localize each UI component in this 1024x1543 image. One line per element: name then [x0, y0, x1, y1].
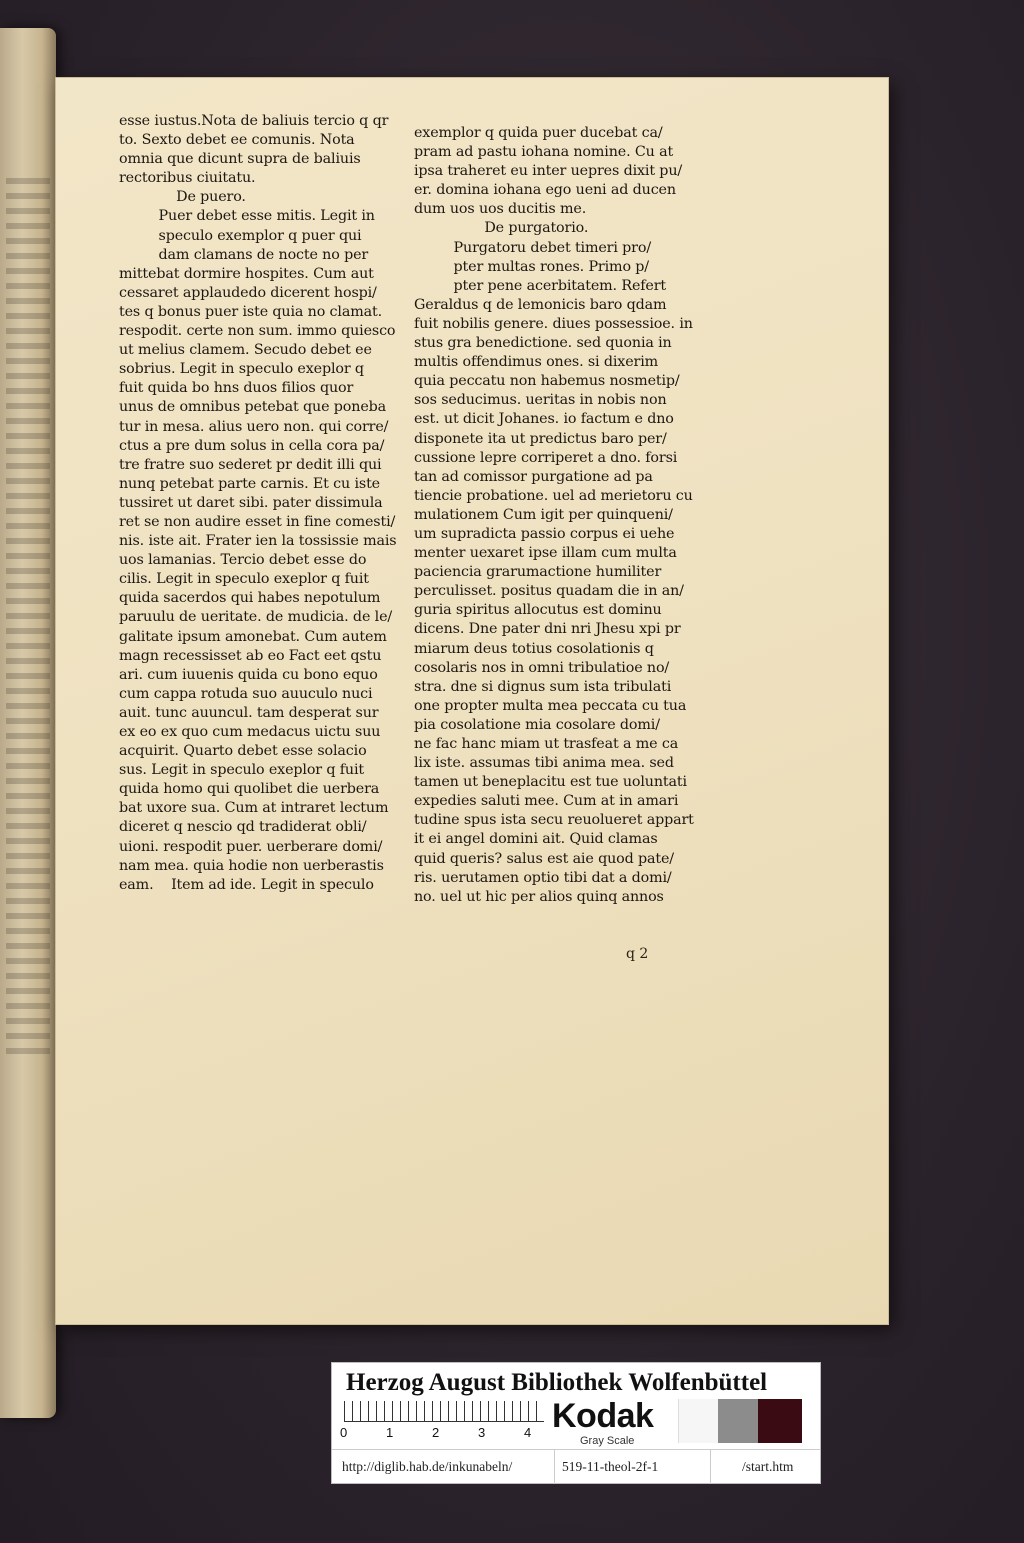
left-column-line: respodit. certe non sum. immo quiesco — [119, 323, 396, 340]
left-column-line: nis. iste ait. Frater ien la tossissie mais — [119, 533, 397, 550]
left-column-line: ctus a pre dum solus in cella cora pa/ — [119, 437, 385, 454]
left-text-column — [119, 112, 459, 895]
right-column-line: est. ut dicit Johanes. io factum e dno — [414, 411, 674, 428]
right-column-line: guria spiritus allocutus est dominu — [414, 602, 662, 619]
left-column-line: nunq petebat parte carnis. Et cu iste — [119, 475, 380, 492]
ruler-label: 2 — [432, 1425, 440, 1440]
card-footer — [332, 1449, 820, 1484]
swatch-dark — [758, 1399, 802, 1443]
digilib-url: http://diglib.hab.de/inkunabeln/ — [342, 1459, 513, 1474]
right-column-line: dum uos uos ducitis me. — [414, 201, 587, 218]
left-column-line: ex eo ex quo cum medacus uictu suu — [119, 724, 381, 740]
left-column-line: eam. Item ad ide. Legit in speculo — [119, 876, 374, 893]
left-column-line: to. Sexto debet ee comunis. Nota — [119, 132, 355, 149]
left-column-line: tussiret ut daret sibi. pater dissimula — [119, 494, 383, 511]
library-title: Herzog August Bibliothek Wolfenbüttel — [346, 1369, 768, 1396]
right-column-line: tamen ut beneplacitu est tue uoluntati — [414, 774, 687, 791]
right-column-line: pram ad pastu iohana nomine. Cu at — [414, 144, 674, 161]
right-column-line: De purgatorio. — [414, 220, 589, 237]
right-column-line: it ei angel domini ait. Quid clamas — [414, 831, 658, 848]
right-column-line: ris. uerutamen optio tibi dat a domi/ — [414, 869, 672, 886]
right-column-line: paciencia grarumactione humiliter — [414, 564, 662, 581]
left-column-line: uos lamanias. Tercio debet esse do — [119, 552, 367, 569]
left-column-line: sobrius. Legit in speculo exeplor q — [119, 361, 364, 378]
ruler-labels — [340, 1425, 540, 1441]
footer-divider — [710, 1450, 711, 1484]
left-column-line: speculo exemplor q puer qui — [119, 227, 362, 244]
left-column-line: De puero. — [119, 189, 246, 206]
left-column-line: fuit quida bo hns duos filios quor — [119, 380, 354, 397]
left-column-line: quida homo qui quolibet die uerbera — [119, 781, 380, 798]
right-column-line: pter pene acerbitatem. Refert — [414, 277, 666, 294]
right-column-line: Purgatoru debet timeri pro/ — [414, 239, 651, 256]
swatch-white — [678, 1399, 719, 1443]
right-column-line: tudine spus ista secu reuolueret appart — [414, 812, 694, 829]
left-column-line: galitate ipsum amonebat. Cum autem — [119, 628, 387, 645]
right-column-line: stra. dne si dignus sum ista tribulati — [414, 678, 672, 695]
right-column-line: disponete ita ut predictus baro per/ — [414, 430, 667, 447]
left-column-line: tur in mesa. alius uero non. qui corre/ — [119, 418, 389, 435]
right-column-line: Geraldus q de lemonicis baro qdam — [414, 296, 667, 313]
ruler-label: 4 — [524, 1425, 532, 1440]
left-column-line: auit. tunc auuncul. tam desperat sur — [119, 704, 379, 721]
left-column-line: cessaret applaudedo dicerent hospi/ — [119, 284, 377, 301]
ruler-scale — [344, 1401, 544, 1422]
kodak-logo: Kodak — [552, 1397, 654, 1435]
ruler-label: 0 — [340, 1425, 348, 1440]
left-column-line: acquirit. Quarto debet esse solacio — [119, 743, 367, 760]
ruler-label: 3 — [478, 1425, 486, 1440]
footer-divider — [554, 1450, 555, 1484]
left-column-line: ut melius clamem. Secudo debet ee — [119, 342, 372, 359]
shelfmark: 519-11-theol-2f-1 — [562, 1459, 659, 1474]
gray-scale-label: Gray Scale — [580, 1435, 635, 1447]
right-column-line: lix iste. assumas tibi anima mea. sed — [414, 755, 674, 772]
left-column-line: magn recessisset ab eo Fact eet qstu — [119, 647, 382, 664]
right-column-line: quia peccatu non habemus nosmetip/ — [414, 373, 680, 390]
left-column-line: nam mea. quia hodie non uerberastis — [119, 857, 384, 874]
right-column-line: tiencie probatione. uel ad merietoru cu — [414, 487, 693, 504]
left-column-line: bat uxore sua. Cum at intraret lectum — [119, 800, 389, 817]
right-column-line: cussione lepre corriperet a dno. forsi — [414, 449, 678, 466]
left-column-line: omnia que dicunt supra de baliuis — [119, 151, 361, 168]
right-column-line: pter multas rones. Primo p/ — [414, 258, 649, 275]
left-column-line: ari. cum iuuenis quida cu bono equo — [119, 666, 378, 683]
right-column-line: fuit nobilis genere. diues possessioe. in — [414, 315, 693, 332]
left-column-line: tes q bonus puer iste quia no clamat. — [119, 303, 382, 320]
start-link: /start.htm — [742, 1459, 794, 1474]
right-column-line: menter uexaret ipse illam cum multa — [414, 545, 677, 562]
ruler-label: 1 — [386, 1425, 394, 1440]
left-column-line: mittebat dormire hospites. Cum aut — [119, 265, 374, 282]
left-column-line: sus. Legit in speculo exeplor q fuit — [119, 762, 364, 779]
left-column-line: esse iustus.Nota de baliuis tercio q qr — [119, 113, 389, 129]
color-target-card — [332, 1363, 820, 1483]
right-column-line: exemplor q quida puer ducebat ca/ — [414, 125, 663, 141]
right-column-line: ipsa traheret eu inter uepres dixit pu/ — [414, 163, 683, 180]
left-column-line: Puer debet esse mitis. Legit in — [119, 208, 375, 225]
right-column-line: cosolaris nos in omni tribulatioe no/ — [414, 659, 670, 676]
right-column-line: expedies saluti mee. Cum at in amari — [414, 793, 679, 810]
right-column-line: quid queris? salus est aie quod pate/ — [414, 850, 674, 867]
right-column-line: sos seducimus. ueritas in nobis non — [414, 392, 667, 409]
right-column-line: tan ad comissor purgatione ad pa — [414, 468, 653, 485]
right-column-line: pia cosolatione mia cosolare domi/ — [414, 716, 660, 733]
left-column-line: quida sacerdos qui habes nepotulum — [119, 590, 381, 607]
right-column-line: stus gra benedictione. sed quonia in — [414, 335, 672, 352]
adjacent-page-text — [6, 178, 50, 1058]
right-column-line: miarum deus totius cosolationis q — [414, 640, 654, 657]
right-column-line: mulationem Cum igit per quinqueni/ — [414, 506, 673, 523]
right-column-line: ne fac hanc miam ut trasfeat a me ca — [414, 736, 679, 752]
left-column-line: uioni. respodit puer. uerberare domi/ — [119, 838, 383, 855]
swatch-gray — [718, 1399, 758, 1443]
right-column-line: multis offendimus ones. si dixerim — [414, 354, 659, 371]
left-column-line: diceret q nescio qd tradiderat obli/ — [119, 819, 367, 836]
page-signature: q 2 — [626, 946, 649, 962]
right-column-line: um supradicta passio corpus ei uehe — [414, 525, 675, 542]
left-column-line: rectoribus ciuitatu. — [119, 170, 256, 187]
left-column-line: tre fratre suo sederet pr dedit illi qui — [119, 456, 382, 473]
adjacent-page-edge — [0, 28, 56, 1418]
right-column-line: one propter multa mea peccata cu tua — [414, 697, 687, 714]
left-column-line: cum cappa rotuda suo auuculo nuci — [119, 685, 373, 702]
left-column-line: dam clamans de nocte no per — [119, 246, 369, 263]
left-column-line: ret se non audire esset in fine comesti/ — [119, 513, 396, 530]
left-column-line: cilis. Legit in speculo exeplor q fuit — [119, 571, 369, 588]
right-column-line: er. domina iohana ego ueni ad ducen — [414, 182, 676, 199]
right-text-column — [414, 124, 754, 907]
right-column-line: no. uel ut hic per alios quinq annos — [414, 888, 664, 905]
right-column-line: dicens. Dne pater dni nri Jhesu xpi pr — [414, 621, 681, 638]
right-column-line: perculisset. positus quadam die in an/ — [414, 583, 684, 600]
left-column-line: unus de omnibus petebat que poneba — [119, 399, 387, 416]
left-column-line: paruulu de ueritate. de mudicia. de le/ — [119, 609, 393, 626]
